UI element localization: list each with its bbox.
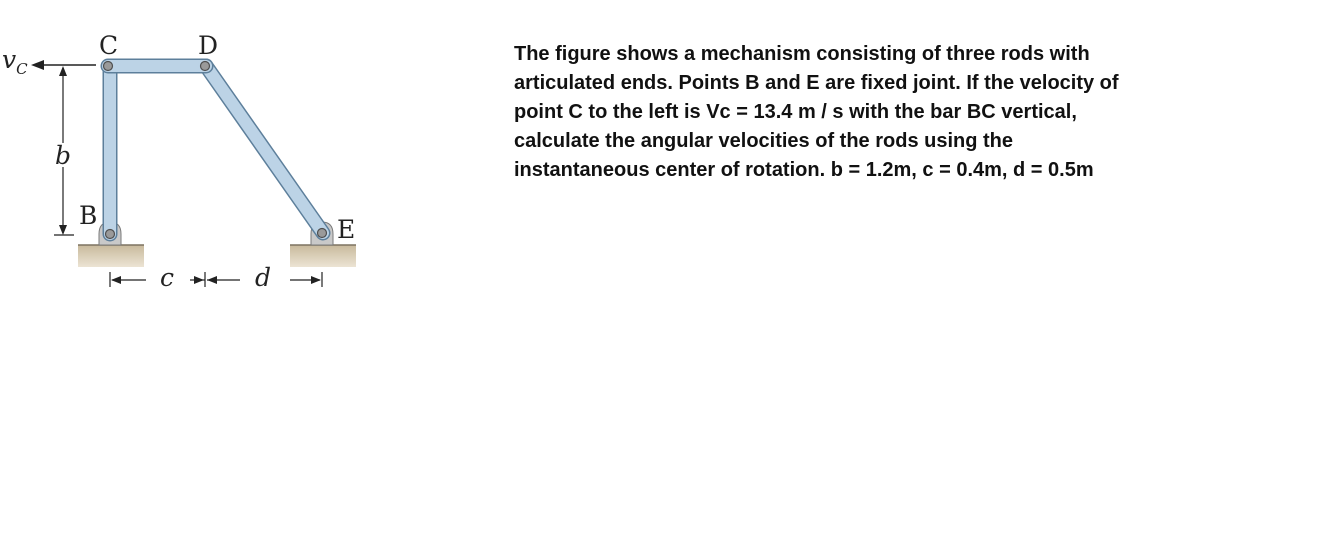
label-c: C [99, 31, 119, 60]
pin-b [106, 230, 115, 239]
problem-line: calculate the angular velocities of the rods using the [514, 130, 1014, 152]
pin-c [104, 62, 113, 71]
mechanism-figure [0, 0, 480, 300]
problem-line: articulated ends. Points B and E are fixed joint. If the velocity of [514, 72, 1119, 94]
problem-statement [514, 40, 1194, 185]
label-e: E [337, 215, 356, 244]
label-b: B [79, 201, 98, 230]
dimension-cd [110, 272, 322, 287]
problem-line: point C to the left is Vc = 13.4 m / s with the bar BC vertical, [514, 101, 1077, 123]
dimension-d-label: d [255, 263, 272, 292]
pin-d [201, 62, 210, 71]
velocity-label: $v_C$ [2, 45, 28, 78]
ground-e [290, 245, 356, 267]
dimension-b-label: b [55, 141, 72, 170]
ground-b [78, 245, 144, 267]
dimension-c-label: c [160, 263, 175, 292]
pin-e [318, 229, 327, 238]
problem-line: The figure shows a mechanism consisting of three rods with [514, 43, 1090, 65]
rod-de [206, 66, 323, 233]
label-d: D [198, 31, 219, 60]
problem-line: instantaneous center of rotation. b = 1.2m, c = 0.4m, d = 0.5m [514, 159, 1094, 181]
